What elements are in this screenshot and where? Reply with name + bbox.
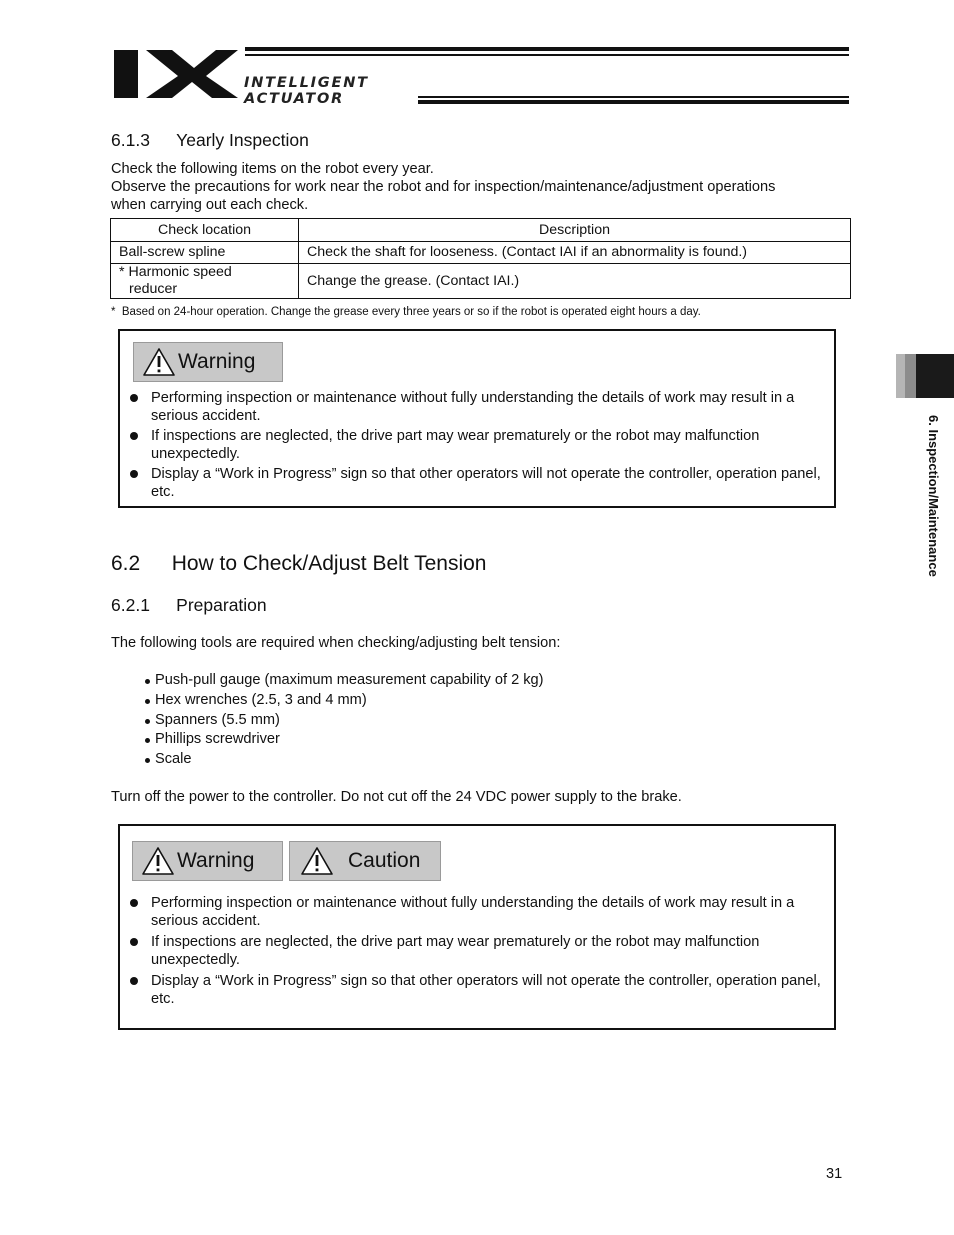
logo-wordmark bbox=[244, 75, 369, 107]
section-heading-6-1-3: 6.1.3 Yearly Inspection bbox=[111, 130, 309, 150]
list-item: Phillips screwdriver bbox=[143, 730, 544, 750]
section-intro bbox=[111, 160, 775, 214]
chapter-tab-block bbox=[916, 354, 954, 398]
list-item: Display a “Work in Progress” sign so that other operators will not operate the controller, operation panel, etc. bbox=[120, 465, 826, 501]
table-header-cell: Description bbox=[299, 219, 851, 242]
chapter-side-label: 6. Inspection/Maintenance bbox=[926, 415, 941, 577]
table-footnote: * Based on 24-hour operation. Change the grease every three years or so if the robot is operated eight hours a day. bbox=[111, 306, 701, 318]
logo-line-2: ACTUATOR bbox=[244, 91, 345, 107]
list-item: Performing inspection or maintenance without fully understanding the details of work may result in a serious accident. bbox=[120, 894, 826, 930]
warning-caution-box bbox=[118, 824, 836, 1030]
table-header-row bbox=[111, 219, 851, 242]
caution-label: Caution bbox=[348, 849, 421, 872]
table-cell: Change the grease. (Contact IAI.) bbox=[299, 264, 851, 299]
list-item: If inspections are neglected, the drive part may wear prematurely or the robot may malfunction unexpectedly. bbox=[120, 933, 826, 969]
intro-line-3: when carrying out each check. bbox=[111, 197, 309, 213]
warning-label: Warning bbox=[177, 849, 255, 872]
intro-line-2: Observe the precautions for work near the robot and for inspection/maintenance/adjustment operations bbox=[111, 179, 776, 195]
inspection-table bbox=[110, 218, 851, 299]
ix-logo-mark bbox=[112, 46, 238, 102]
table-header-cell: Check location bbox=[111, 219, 299, 242]
warning-badge bbox=[132, 841, 283, 881]
warning-badge bbox=[133, 342, 283, 382]
header-rule-bottom-thick bbox=[418, 100, 849, 104]
power-note: Turn off the power to the controller. Do not cut off the 24 VDC power supply to the brake. bbox=[111, 789, 682, 805]
warning-list bbox=[120, 389, 826, 503]
warning-list bbox=[120, 894, 826, 1010]
table-row bbox=[111, 242, 851, 264]
warning-label: Warning bbox=[178, 350, 256, 373]
tools-intro: The following tools are required when checking/adjusting belt tension: bbox=[111, 635, 561, 651]
list-item: Push-pull gauge (maximum measurement capability of 2 kg) bbox=[143, 671, 544, 691]
caution-triangle-icon bbox=[300, 846, 334, 876]
warning-triangle-icon bbox=[141, 846, 175, 876]
list-item: Display a “Work in Progress” sign so that other operators will not operate the controller, operation panel, etc. bbox=[120, 972, 826, 1008]
table-row bbox=[111, 264, 851, 299]
header-rule-top-thick bbox=[245, 47, 849, 51]
table-cell: Ball-screw spline bbox=[111, 242, 299, 264]
section-heading-6-2-1: 6.2.1 Preparation bbox=[111, 595, 267, 615]
warning-triangle-icon bbox=[142, 347, 176, 377]
tools-list bbox=[143, 671, 544, 770]
chapter-tab-stripe-mid bbox=[905, 354, 916, 398]
list-item: Spanners (5.5 mm) bbox=[143, 711, 544, 731]
page-number: 31 bbox=[826, 1166, 843, 1182]
list-item: Hex wrenches (2.5, 3 and 4 mm) bbox=[143, 691, 544, 711]
caution-badge bbox=[289, 841, 441, 881]
cell-line: * Harmonic speed bbox=[119, 264, 232, 280]
list-item: Performing inspection or maintenance without fully understanding the details of work may result in a serious accident. bbox=[120, 389, 826, 425]
list-item: If inspections are neglected, the drive part may wear prematurely or the robot may malfunction unexpectedly. bbox=[120, 427, 826, 463]
intro-line-1: Check the following items on the robot every year. bbox=[111, 161, 434, 177]
chapter-tab-stripe-light bbox=[896, 354, 905, 398]
list-item: Scale bbox=[143, 750, 544, 770]
logo-line-1: INTELLIGENT bbox=[244, 75, 369, 91]
header-rule-bottom-thin bbox=[418, 96, 849, 98]
warning-box bbox=[118, 329, 836, 508]
table-cell bbox=[111, 264, 299, 299]
section-heading-6-2: 6.2 How to Check/Adjust Belt Tension bbox=[111, 552, 487, 575]
header-rule-top-thin bbox=[245, 54, 849, 56]
cell-line: reducer bbox=[129, 281, 178, 297]
table-cell: Check the shaft for looseness. (Contact IAI if an abnormality is found.) bbox=[299, 242, 851, 264]
